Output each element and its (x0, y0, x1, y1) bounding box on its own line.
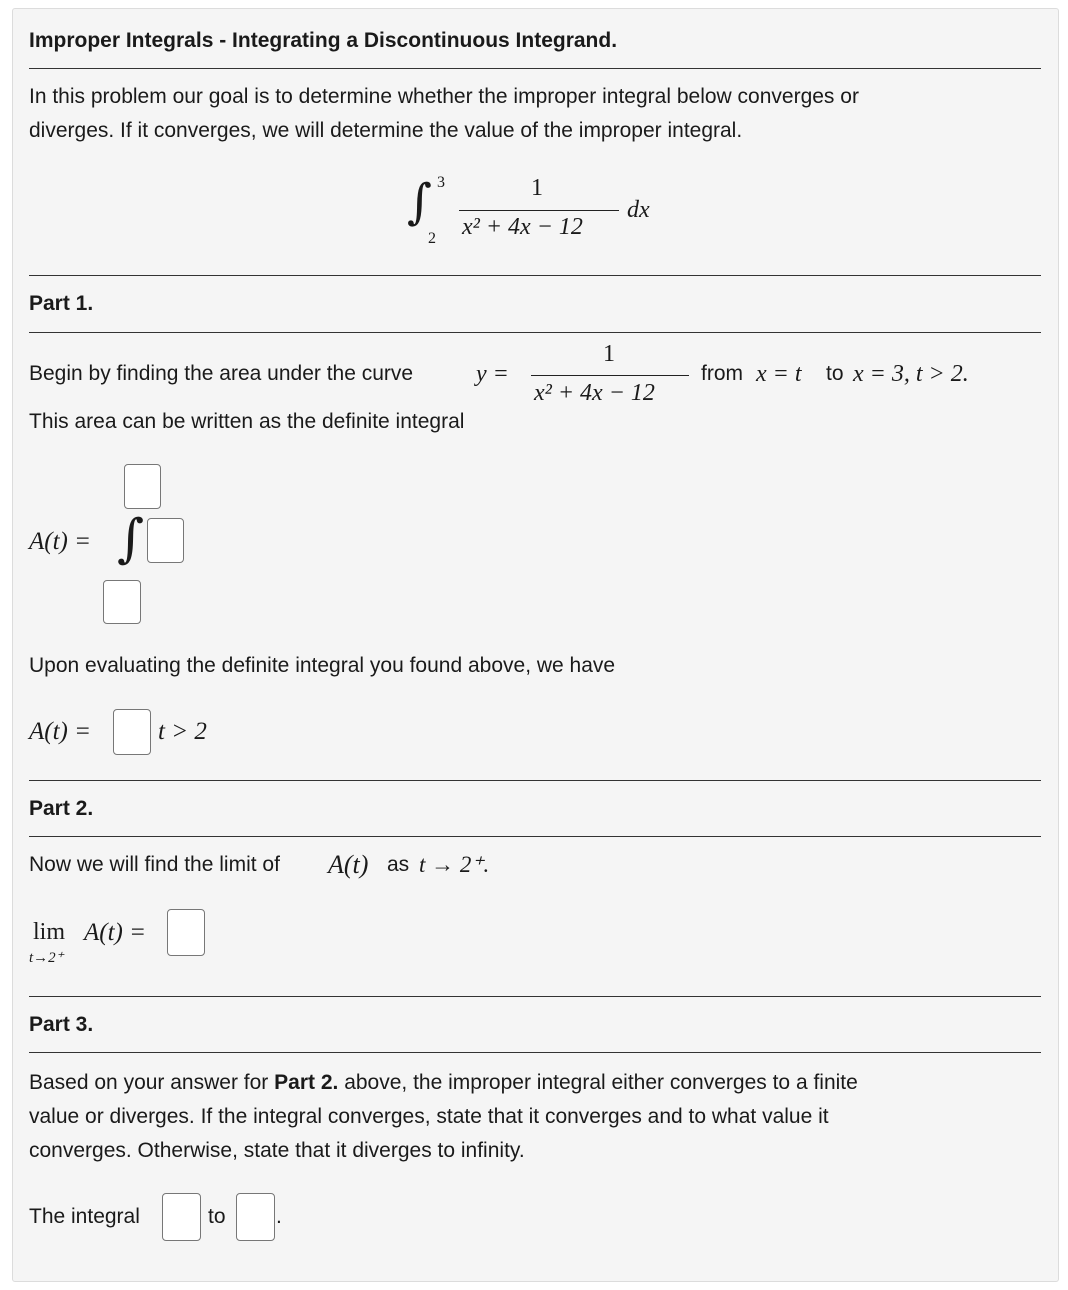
intro-line-2: diverges. If it converges, we will determine the value of the improper integral. (29, 119, 743, 142)
limit-expression: t → 2⁺. (419, 852, 490, 877)
differential: dx (627, 197, 650, 223)
part3-heading: Part 3. (29, 1013, 94, 1036)
part3-line-1 (29, 1066, 858, 1100)
problem-title: Improper Integrals - Integrating a Discontinuous Integrand. (29, 29, 618, 52)
range-start: x = t (756, 361, 802, 387)
divider (29, 836, 1041, 837)
intro-line-1: In this problem our goal is to determine whether the improper integral below converges or (29, 85, 859, 108)
integrand-numerator: 1 (531, 175, 543, 201)
area-function-label-2: A(t) = (29, 718, 91, 745)
integral-label: The integral (29, 1205, 140, 1228)
period: . (276, 1205, 282, 1228)
divider (29, 68, 1041, 69)
area-function-input[interactable] (113, 709, 151, 755)
part3-line-2: value or diverges. If the integral converges, state that it converges and to what value it (29, 1105, 829, 1128)
lower-limit-input[interactable] (103, 580, 141, 624)
part2-At: A(t) (328, 850, 369, 879)
range-end: x = 3, t > 2. (853, 361, 969, 387)
lim-subscript: t→2⁺ (29, 950, 64, 966)
value-input[interactable] (236, 1193, 275, 1241)
part1-heading: Part 1. (29, 292, 94, 315)
area-function-label: A(t) = (29, 528, 91, 555)
limit-input[interactable] (167, 909, 205, 956)
part2-heading: Part 2. (29, 797, 94, 820)
divider (29, 275, 1041, 276)
divider (29, 996, 1041, 997)
part2-text-b: as (387, 853, 410, 876)
to-label: to (208, 1205, 226, 1228)
integral-upper-limit: 3 (437, 174, 445, 191)
divider (29, 332, 1041, 333)
integral-lower-limit: 2 (428, 230, 436, 247)
part3-line-3: converges. Otherwise, state that it diverges to infinity. (29, 1139, 525, 1162)
lim-operator: lim (33, 919, 66, 945)
evaluating-text: Upon evaluating the definite integral you found above, we have (29, 654, 616, 677)
curve-denominator: x² + 4x − 12 (534, 380, 655, 406)
definite-integral-text: This area can be written as the definite integral (29, 410, 465, 433)
from-label: from (701, 362, 743, 385)
part3-text: Based on your answer for (29, 1071, 269, 1094)
part3-bold-ref: Part 2. (274, 1071, 339, 1094)
curve-numerator: 1 (603, 341, 615, 367)
integral-sign: ∫ (407, 174, 433, 230)
to-label: to (826, 362, 844, 385)
integral-sign: ∫ (117, 509, 145, 569)
part1-begin-text: Begin by finding the area under the curve (29, 362, 414, 385)
condition-text: t > 2 (158, 718, 207, 745)
y-equals: y = (476, 361, 509, 387)
fraction-bar (459, 210, 619, 211)
divider (29, 1052, 1041, 1053)
integrand-input[interactable] (147, 518, 184, 563)
fraction-bar (531, 375, 689, 376)
divider (29, 780, 1041, 781)
part3-text: above, the improper integral either converges to a finite (344, 1071, 858, 1094)
lim-At: A(t) = (84, 919, 146, 946)
part2-text-a: Now we will find the limit of (29, 853, 280, 876)
converge-diverge-input[interactable] (162, 1193, 201, 1241)
integrand-denominator: x² + 4x − 12 (462, 214, 583, 240)
